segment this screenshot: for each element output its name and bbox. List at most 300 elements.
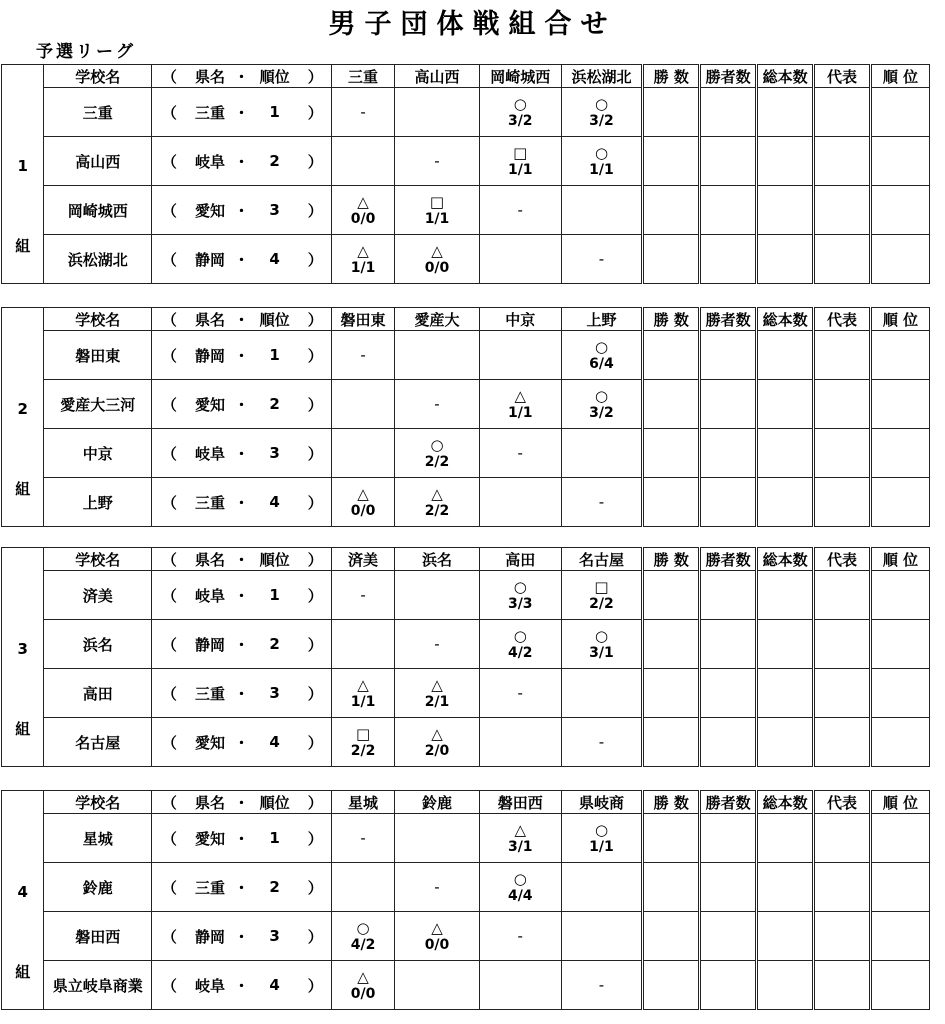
total-cell: [757, 912, 814, 961]
match-result-cell: [331, 961, 394, 1010]
col-dot: ・: [233, 791, 250, 814]
result-score: 2/2: [350, 742, 376, 759]
result-score: 4/2: [507, 644, 533, 661]
pref-open: （: [152, 791, 187, 814]
group-table: [1, 547, 930, 767]
team-row: [2, 429, 930, 478]
match-result-cell: [395, 380, 480, 429]
school-name: 鈴鹿: [44, 863, 152, 912]
school-name: 県立岐阜商業: [44, 961, 152, 1010]
result-symbol: ○: [513, 869, 527, 888]
total-cell: [757, 235, 814, 284]
match-result-cell: [331, 814, 394, 863]
pref-close: ）: [299, 88, 331, 137]
result-symbol: △: [431, 724, 443, 743]
wins-header: 勝 数: [643, 308, 700, 331]
wins-cell: [643, 620, 700, 669]
group-number: 3: [17, 639, 28, 658]
place-header: 順 位: [870, 791, 929, 814]
winners-cell: [700, 331, 757, 380]
match-result-cell: [561, 380, 643, 429]
seed-rank: 1: [250, 88, 300, 137]
team-row: [2, 863, 930, 912]
dot-separator: ・: [233, 669, 250, 718]
team-row: [2, 571, 930, 620]
winners-cell: [700, 235, 757, 284]
prefecture: 愛知: [187, 380, 234, 429]
opponent-header: 三重: [331, 65, 394, 88]
match-result-cell: [395, 814, 480, 863]
match-result-cell: [331, 863, 394, 912]
match-result-cell: [395, 571, 480, 620]
match-result-cell: [479, 380, 561, 429]
winners-cell: [700, 814, 757, 863]
opponent-header: 岡崎城西: [479, 65, 561, 88]
seed-rank: 1: [250, 571, 300, 620]
pref-close: ）: [299, 571, 331, 620]
match-result-cell: [331, 186, 394, 235]
match-result-cell: [331, 88, 394, 137]
opponent-header: 高田: [479, 548, 561, 571]
winners-cell: [700, 912, 757, 961]
total-header: 総本数: [757, 308, 814, 331]
self-match-dash: -: [517, 684, 523, 702]
result-symbol: △: [431, 484, 443, 503]
pref-close: ）: [299, 331, 331, 380]
self-match-dash: -: [434, 878, 440, 896]
dot-separator: ・: [233, 429, 250, 478]
match-result-cell: [561, 620, 643, 669]
match-result-cell: [331, 137, 394, 186]
wins-cell: [643, 235, 700, 284]
match-result-cell: [479, 429, 561, 478]
match-result-cell: [561, 863, 643, 912]
opponent-header: 浜松湖北: [561, 65, 643, 88]
seed-rank: 1: [250, 331, 300, 380]
place-cell: [870, 814, 929, 863]
total-cell: [757, 863, 814, 912]
pref-open: （: [152, 235, 187, 284]
match-result-cell: [395, 235, 480, 284]
match-result-cell: [395, 137, 480, 186]
prefecture: 岐阜: [187, 571, 234, 620]
self-match-dash: -: [517, 201, 523, 219]
match-result-cell: [395, 961, 480, 1010]
group-number: 4: [17, 882, 28, 901]
col-rank-header: 順位: [250, 791, 300, 814]
result-symbol: △: [431, 675, 443, 694]
winners-cell: [700, 137, 757, 186]
col-pref-header: 県名: [187, 548, 234, 571]
result-symbol: △: [514, 386, 527, 405]
pref-close: ）: [299, 235, 331, 284]
pref-open: （: [152, 571, 187, 620]
place-cell: [870, 331, 929, 380]
match-result-cell: [331, 429, 394, 478]
match-result-cell: [561, 88, 643, 137]
rep-header: 代表: [814, 791, 871, 814]
wins-cell: [643, 186, 700, 235]
team-row: [2, 186, 930, 235]
dot-separator: ・: [233, 186, 250, 235]
dot-separator: ・: [233, 814, 250, 863]
prefecture: 岐阜: [187, 961, 234, 1010]
place-cell: [870, 137, 929, 186]
result-symbol: ○: [430, 435, 444, 454]
school-name: 済美: [44, 571, 152, 620]
team-row: [2, 478, 930, 527]
group-label: 組: [15, 963, 31, 982]
pref-open: （: [152, 380, 187, 429]
prefecture: 三重: [187, 478, 234, 527]
dot-separator: ・: [233, 912, 250, 961]
match-result-cell: [479, 814, 561, 863]
dot-separator: ・: [233, 380, 250, 429]
result-symbol: △: [514, 820, 527, 839]
result-score: 0/0: [424, 259, 450, 276]
wins-cell: [643, 88, 700, 137]
team-row: [2, 669, 930, 718]
result-score: 2/2: [424, 453, 450, 470]
result-score: 3/3: [507, 595, 533, 612]
place-cell: [870, 429, 929, 478]
team-row: [2, 961, 930, 1010]
result-symbol: △: [357, 967, 369, 986]
rep-cell: [814, 718, 871, 767]
match-result-cell: [395, 478, 480, 527]
result-symbol: ○: [594, 143, 609, 162]
match-result-cell: [561, 669, 643, 718]
prefecture: 三重: [187, 669, 234, 718]
result-score: 1/1: [350, 693, 376, 710]
wins-cell: [643, 380, 700, 429]
rep-cell: [814, 137, 871, 186]
group-number-cell: [2, 548, 44, 767]
pref-close: ）: [299, 912, 331, 961]
match-result-cell: [561, 912, 643, 961]
result-score: 2/2: [589, 595, 614, 612]
place-header: 順 位: [870, 308, 929, 331]
wins-cell: [643, 137, 700, 186]
match-result-cell: [561, 235, 643, 284]
league-subtitle: 予選リーグ: [36, 42, 136, 62]
self-match-dash: -: [434, 395, 440, 413]
prefecture: 静岡: [187, 331, 234, 380]
place-cell: [870, 235, 929, 284]
result-score: 0/0: [424, 936, 450, 953]
result-symbol: □: [594, 577, 609, 596]
winners-header: 勝者数: [700, 548, 757, 571]
result-score: 3/1: [507, 838, 533, 855]
pref-open: （: [152, 669, 187, 718]
pref-open: （: [152, 620, 187, 669]
header-row: [2, 65, 930, 88]
seed-rank: 4: [250, 235, 300, 284]
result-symbol: ○: [594, 337, 609, 356]
match-result-cell: [395, 88, 480, 137]
opponent-header: 高山西: [395, 65, 480, 88]
col-pref-header: 県名: [187, 791, 234, 814]
result-score: 3/2: [507, 112, 533, 129]
group-table: [1, 307, 930, 527]
match-result-cell: [395, 912, 480, 961]
wins-cell: [643, 961, 700, 1010]
place-cell: [870, 571, 929, 620]
match-result-cell: [561, 429, 643, 478]
col-dot: ・: [233, 548, 250, 571]
group-table: [1, 64, 930, 284]
pref-open: （: [152, 548, 187, 571]
place-cell: [870, 669, 929, 718]
prefecture: 愛知: [187, 814, 234, 863]
wins-cell: [643, 669, 700, 718]
match-result-cell: [395, 863, 480, 912]
header-row: [2, 791, 930, 814]
winners-cell: [700, 620, 757, 669]
result-score: 1/1: [424, 210, 450, 227]
dot-separator: ・: [233, 961, 250, 1010]
match-result-cell: [331, 669, 394, 718]
result-symbol: △: [357, 192, 369, 211]
rep-cell: [814, 88, 871, 137]
school-name: 高田: [44, 669, 152, 718]
match-result-cell: [561, 961, 643, 1010]
school-name: 磐田西: [44, 912, 152, 961]
match-result-cell: [331, 912, 394, 961]
school-name: 浜松湖北: [44, 235, 152, 284]
wins-cell: [643, 331, 700, 380]
result-score: 6/4: [589, 355, 614, 372]
group-label: 組: [15, 480, 31, 499]
opponent-header: 浜名: [395, 548, 480, 571]
rep-cell: [814, 961, 871, 1010]
self-match-dash: -: [360, 346, 366, 364]
self-match-dash: -: [517, 927, 523, 945]
winners-cell: [700, 571, 757, 620]
winners-cell: [700, 478, 757, 527]
seed-rank: 3: [250, 912, 300, 961]
wins-cell: [643, 571, 700, 620]
match-result-cell: [395, 620, 480, 669]
dot-separator: ・: [233, 718, 250, 767]
match-result-cell: [479, 186, 561, 235]
result-symbol: ○: [513, 577, 527, 596]
rep-cell: [814, 429, 871, 478]
pref-close: ）: [299, 718, 331, 767]
wins-cell: [643, 478, 700, 527]
rep-cell: [814, 669, 871, 718]
col-school-header: 学校名: [44, 548, 152, 571]
total-cell: [757, 88, 814, 137]
dot-separator: ・: [233, 863, 250, 912]
seed-rank: 3: [250, 429, 300, 478]
match-result-cell: [479, 863, 561, 912]
result-symbol: □: [355, 724, 371, 743]
group-table: [1, 790, 930, 1010]
result-symbol: △: [357, 675, 369, 694]
total-cell: [757, 620, 814, 669]
prefecture: 静岡: [187, 912, 234, 961]
pref-open: （: [152, 331, 187, 380]
dot-separator: ・: [233, 620, 250, 669]
match-result-cell: [561, 718, 643, 767]
wins-cell: [643, 718, 700, 767]
col-pref-header: 県名: [187, 65, 234, 88]
pref-open: （: [152, 308, 187, 331]
result-symbol: △: [431, 241, 443, 260]
team-row: [2, 912, 930, 961]
result-score: 2/0: [424, 742, 450, 759]
pref-close: ）: [299, 620, 331, 669]
match-result-cell: [479, 912, 561, 961]
result-symbol: ○: [513, 94, 527, 113]
total-cell: [757, 186, 814, 235]
rep-cell: [814, 814, 871, 863]
result-score: 4/4: [507, 887, 533, 904]
header-row: [2, 308, 930, 331]
school-name: 三重: [44, 88, 152, 137]
team-row: [2, 88, 930, 137]
team-row: [2, 137, 930, 186]
seed-rank: 1: [250, 814, 300, 863]
self-match-dash: -: [598, 493, 605, 511]
opponent-header: 中京: [479, 308, 561, 331]
school-name: 中京: [44, 429, 152, 478]
place-header: 順 位: [870, 548, 929, 571]
result-score: 2/2: [424, 502, 450, 519]
place-cell: [870, 186, 929, 235]
result-score: 0/0: [350, 985, 376, 1002]
school-name: 浜名: [44, 620, 152, 669]
match-result-cell: [395, 331, 480, 380]
result-symbol: ○: [594, 820, 609, 839]
group-number: 1: [17, 156, 28, 175]
result-symbol: □: [429, 192, 445, 211]
pref-close: ）: [299, 65, 331, 88]
wins-cell: [643, 429, 700, 478]
seed-rank: 2: [250, 620, 300, 669]
rep-cell: [814, 478, 871, 527]
school-name: 岡崎城西: [44, 186, 152, 235]
dot-separator: ・: [233, 478, 250, 527]
group-number-cell: [2, 791, 44, 1010]
winners-cell: [700, 186, 757, 235]
team-row: [2, 331, 930, 380]
match-result-cell: [331, 380, 394, 429]
pref-open: （: [152, 718, 187, 767]
opponent-header: 磐田西: [479, 791, 561, 814]
rep-cell: [814, 331, 871, 380]
self-match-dash: -: [360, 586, 366, 604]
match-result-cell: [561, 571, 643, 620]
school-name: 高山西: [44, 137, 152, 186]
total-cell: [757, 571, 814, 620]
header-row: [2, 548, 930, 571]
self-match-dash: -: [434, 152, 440, 170]
pref-close: ）: [299, 186, 331, 235]
page-title: 男子団体戦組合せ: [328, 9, 617, 40]
school-name: 磐田東: [44, 331, 152, 380]
result-score: 1/1: [589, 161, 614, 178]
school-name: 愛産大三河: [44, 380, 152, 429]
pref-open: （: [152, 65, 187, 88]
match-result-cell: [561, 331, 643, 380]
col-dot: ・: [233, 308, 250, 331]
rep-header: 代表: [814, 548, 871, 571]
total-cell: [757, 718, 814, 767]
result-score: 3/2: [589, 112, 614, 129]
opponent-header: 磐田東: [331, 308, 394, 331]
result-score: 4/2: [350, 936, 376, 953]
group-number-cell: [2, 308, 44, 527]
result-symbol: △: [357, 241, 369, 260]
pref-close: ）: [299, 548, 331, 571]
prefecture: 愛知: [187, 186, 234, 235]
group-label: 組: [15, 237, 31, 256]
prefecture: 三重: [187, 863, 234, 912]
result-symbol: □: [513, 143, 528, 162]
match-result-cell: [561, 814, 643, 863]
prefecture: 静岡: [187, 235, 234, 284]
wins-header: 勝 数: [643, 791, 700, 814]
pref-open: （: [152, 912, 187, 961]
pref-close: ）: [299, 791, 331, 814]
seed-rank: 2: [250, 380, 300, 429]
col-dot: ・: [233, 65, 250, 88]
place-header: 順 位: [870, 65, 929, 88]
winners-cell: [700, 718, 757, 767]
pref-open: （: [152, 186, 187, 235]
opponent-header: 済美: [331, 548, 394, 571]
winners-cell: [700, 429, 757, 478]
seed-rank: 3: [250, 669, 300, 718]
total-cell: [757, 331, 814, 380]
match-result-cell: [331, 478, 394, 527]
col-school-header: 学校名: [44, 791, 152, 814]
prefecture: 静岡: [187, 620, 234, 669]
col-school-header: 学校名: [44, 308, 152, 331]
wins-cell: [643, 814, 700, 863]
pref-open: （: [152, 88, 187, 137]
total-cell: [757, 478, 814, 527]
seed-rank: 2: [250, 137, 300, 186]
result-symbol: ○: [594, 386, 609, 405]
team-row: [2, 380, 930, 429]
total-cell: [757, 814, 814, 863]
self-match-dash: -: [360, 829, 366, 847]
match-result-cell: [331, 331, 394, 380]
seed-rank: 4: [250, 718, 300, 767]
pref-close: ）: [299, 478, 331, 527]
result-symbol: △: [431, 918, 443, 937]
total-cell: [757, 669, 814, 718]
total-cell: [757, 380, 814, 429]
rep-cell: [814, 235, 871, 284]
wins-header: 勝 数: [643, 548, 700, 571]
opponent-header: 県岐商: [561, 791, 643, 814]
match-result-cell: [395, 186, 480, 235]
team-row: [2, 814, 930, 863]
total-cell: [757, 961, 814, 1010]
wins-cell: [643, 912, 700, 961]
place-cell: [870, 863, 929, 912]
prefecture: 岐阜: [187, 429, 234, 478]
col-rank-header: 順位: [250, 308, 300, 331]
opponent-header: 名古屋: [561, 548, 643, 571]
seed-rank: 4: [250, 478, 300, 527]
team-row: [2, 718, 930, 767]
result-score: 0/0: [350, 210, 376, 227]
